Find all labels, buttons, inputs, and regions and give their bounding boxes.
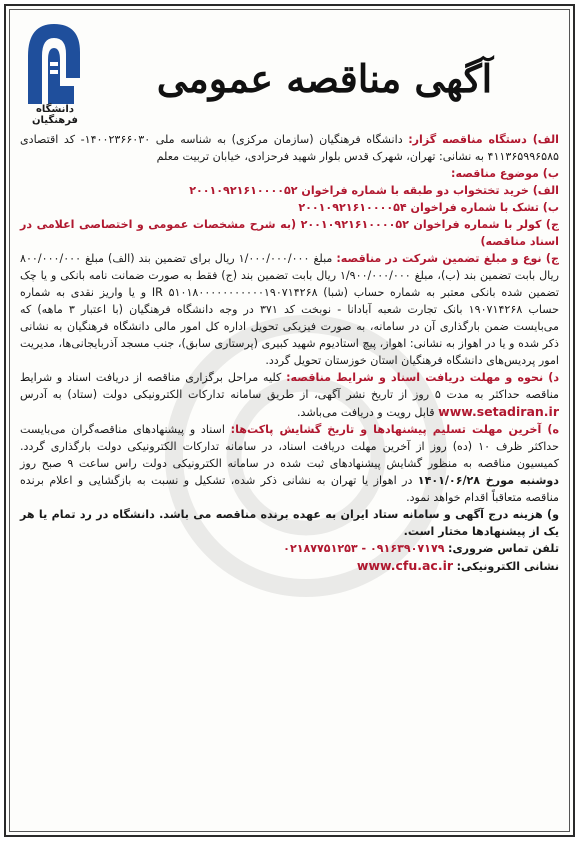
opening-date: دوشنبه مورخ ۱۴۰۱/۰۶/۲۸ <box>417 474 560 487</box>
section-c-text: مبلغ ۱/۰۰۰/۰۰۰/۰۰۰ ریال برای تضمین بند (الف) مبلغ ۸۰۰/۰۰۰/۰۰۰ ریال بابت تضمین بند (ب)، مبلغ ۱/۹۰۰/۰۰۰/۰۰۰ ریال بابت تضمین بند (ج) فقط به صورت ضمانت نامه بانکی و یا چک تضمین شده بانکی معتبر به شماره حساب (شبا) IR ۵۱۰۱۸۰۰۰۰۰۰۰۰۰۰۰۱۹۰۷۱۴۲۶۸ و یا واریز نقدی به شماره حساب ۱۹۰۷۱۴۲۶۸ بانک تجارت شعبه آبادانا - نوبخت کد ۳۷۱ در وجه دانشگاه فرهنگیان (با اعتبار ۳ ماهه) که می‌بایست ضمن بارگذاری آن در سامانه، به صورت فیزیکی تحویل اداره کل امور مالی دانشگاه فرهنگیان به نشانی ذکر شده و یا در اهواز به نشانی: اهواز، پیچ استادیوم شهید کبیری (پرستاری سابق)، جنب مسجد آذربایجانی‌ها، مدیریت امور پردیس‌های دانشگاه فرهنگیان استان خوزستان تحویل گردد. <box>20 252 560 367</box>
section-a-label: الف) دستگاه مناقصه گزار: <box>408 133 559 146</box>
section-f: و) هزینه درج آگهی و سامانه ستاد ایران به عهده برنده مناقصه می باشد. دانشگاه در رد تمام یا هر یک از پیشنهادها مختار است. <box>20 508 559 538</box>
section-b-item: ب) تشک با شماره فراخوان ۲۰۰۱۰۹۲۱۶۱۰۰۰۰۵۴ <box>298 201 559 214</box>
section-b-label: ب) موضوع مناقصه: <box>451 167 559 180</box>
notice-body <box>20 131 559 821</box>
notice-frame <box>4 4 575 837</box>
phone-label: تلفن تماس ضروری: <box>448 542 559 555</box>
section-e <box>20 421 559 506</box>
section-a-text: دانشگاه فرهنگیان (سازمان مرکزی) به شناسه ملی ۱۴۰۰۲۳۶۶۰۳۰- کد اقتصادی ۴۱۱۳۶۵۹۹۶۵۸۵ به نشانی: تهران، شهرک قدس بلوار شهید فرحزادی، خیابان تربیت معلم <box>20 133 559 163</box>
section-e-label: ه) آخرین مهلت تسلیم پیشنهادها و تاریخ گشایش پاکت‌ها: <box>230 423 559 436</box>
section-d-label: د) نحوه و مهلت دریافت اسناد و شرایط مناقصه: <box>286 371 560 384</box>
section-e-text-after: در اهواز یا تهران به نشانی ذکر شده، تشکیل و نسبت به بازگشایی و اعلام برنده مناقصه متعاقباً اقدام خواهد نمود. <box>20 474 559 504</box>
section-d-text: کلیه مراحل برگزاری مناقصه از دریافت اسناد و شرایط مناقصه حداکثر به مدت ۵ روز از تاریخ نشر آگهی، از طریق سامانه تدارکات الکترونیکی دولت (ستاد) به آدرس <box>20 371 559 401</box>
page-title: آگهی مناقصه عمومی <box>156 56 493 101</box>
setad-link[interactable]: www.setadiran.ir <box>438 404 559 419</box>
section-c <box>20 250 559 369</box>
section-b-item: الف) خرید تختخواب دو طبقه با شماره فراخوان ۲۰۰۱۰۹۲۱۶۱۰۰۰۰۵۲ <box>189 184 559 197</box>
section-b-item: ج) کولر با شماره فراخوان ۲۰۰۱۰۹۲۱۶۱۰۰۰۰۵۲ (به شرح مشخصات عمومی و اختصاصی اعلامی در اسناد مناقصه) <box>20 218 559 248</box>
contact-phone <box>20 540 559 557</box>
section-a <box>20 131 559 165</box>
university-logo-icon <box>20 16 88 108</box>
phone-numbers: ۰۹۱۶۳۹۰۷۱۷۹ - ۰۲۱۸۷۷۵۱۲۵۳ <box>283 542 445 555</box>
contact-web <box>20 557 559 575</box>
website-link[interactable]: www.cfu.ac.ir <box>356 558 454 573</box>
web-label: نشانی الکترونیکی: <box>456 560 559 573</box>
section-d <box>20 369 559 421</box>
section-c-label: ج) نوع و مبلغ تضمین شرکت در مناقصه: <box>336 252 559 265</box>
section-d-text-after: قابل رویت و دریافت می‌باشد. <box>297 406 435 419</box>
section-b-heading <box>20 165 559 182</box>
section-e-text: اسناد و پیشنهادهای مناقصه‌گران می‌بایست حداکثر ظرف ۱۰ (ده) روز از آخرین مهلت دریافت اسناد، در سامانه تدارکات الکترونیکی دولت بارگذاری گردد. کمیسیون مناقصه به منظور گشایش پیشنهادهای ثبت شده در سامانه الکترونیکی دولت راس ساعت ۹ صبح روز <box>20 423 559 470</box>
logo-caption: دانشگاه فرهنگیان <box>32 104 78 126</box>
